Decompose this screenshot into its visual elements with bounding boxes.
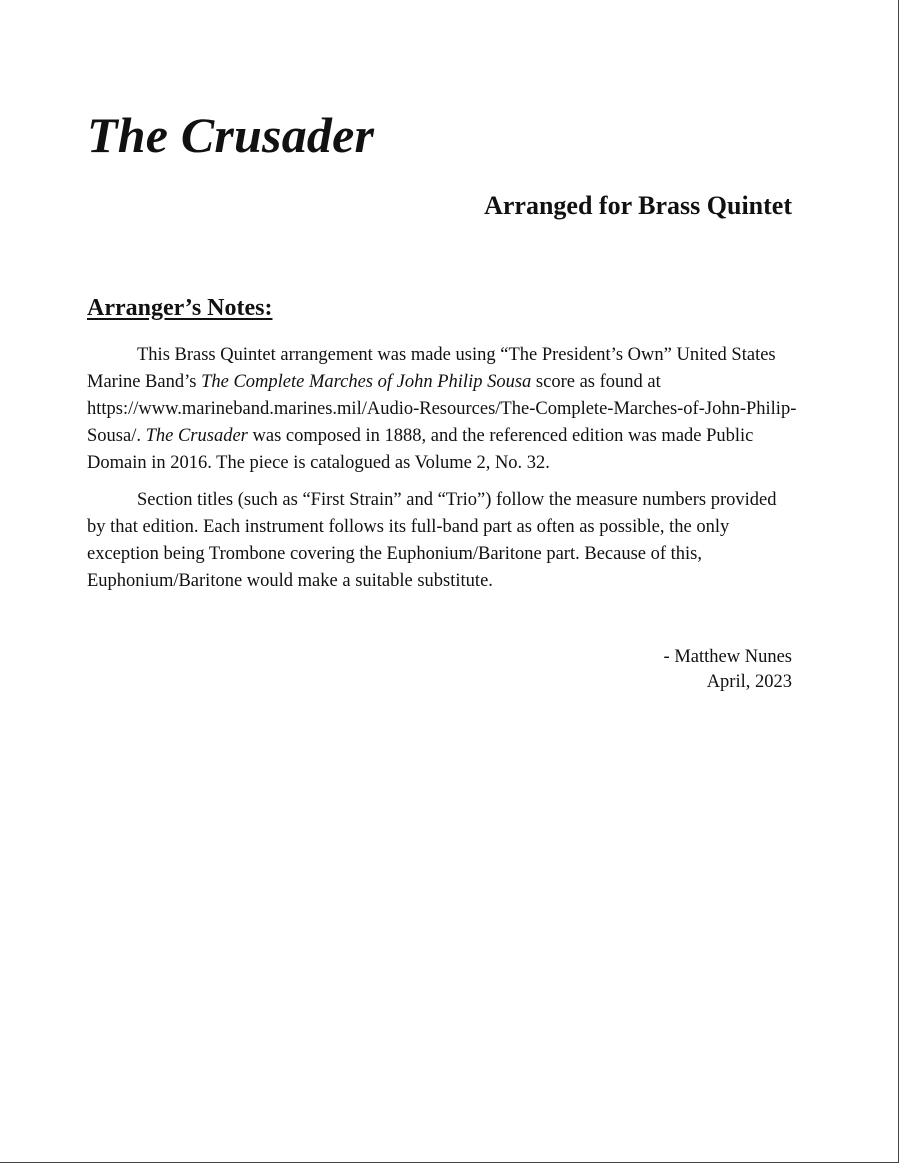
document-subtitle: Arranged for Brass Quintet xyxy=(484,191,792,220)
signature-name: - Matthew Nunes xyxy=(663,647,792,667)
paragraph-1-italic-piece-title: The Crusader xyxy=(145,426,248,446)
notes-paragraph-2: Section titles (such as “First Strain” and “Trio”) follow the measure numbers provided by that edition. Each instrument follows its full-band part as often as possible, the only exception being Trombone covering the Euphonium/Baritone part. Because of this, Euphonium/Baritone would make a suitable substitute. xyxy=(87,490,777,591)
paragraph-1-text-a: This Brass Quintet arrangement was made using “The President’s Own” United States Marine Band’s xyxy=(87,345,776,392)
paragraph-1-italic-score-title: The Complete Marches of John Philip Sousa xyxy=(201,372,532,392)
paragraph-1-text-b: score as found at https://www.marineband.marines.mil/Audio-Resources/The-Complete-Marches-of-John-Philip-Sousa/. xyxy=(87,372,797,446)
signature-date: April, 2023 xyxy=(706,672,792,692)
document-title: The Crusader xyxy=(87,107,375,163)
paragraph-1-text-c: was composed in 1888, and the referenced edition was made Public Domain in 2016. The piece is catalogued as Volume 2, No. 32. xyxy=(87,426,754,473)
notes-heading: Arranger’s Notes: xyxy=(87,295,273,321)
notes-body xyxy=(87,342,797,605)
notes-paragraph-1 xyxy=(87,342,797,477)
signature-block xyxy=(664,645,792,695)
